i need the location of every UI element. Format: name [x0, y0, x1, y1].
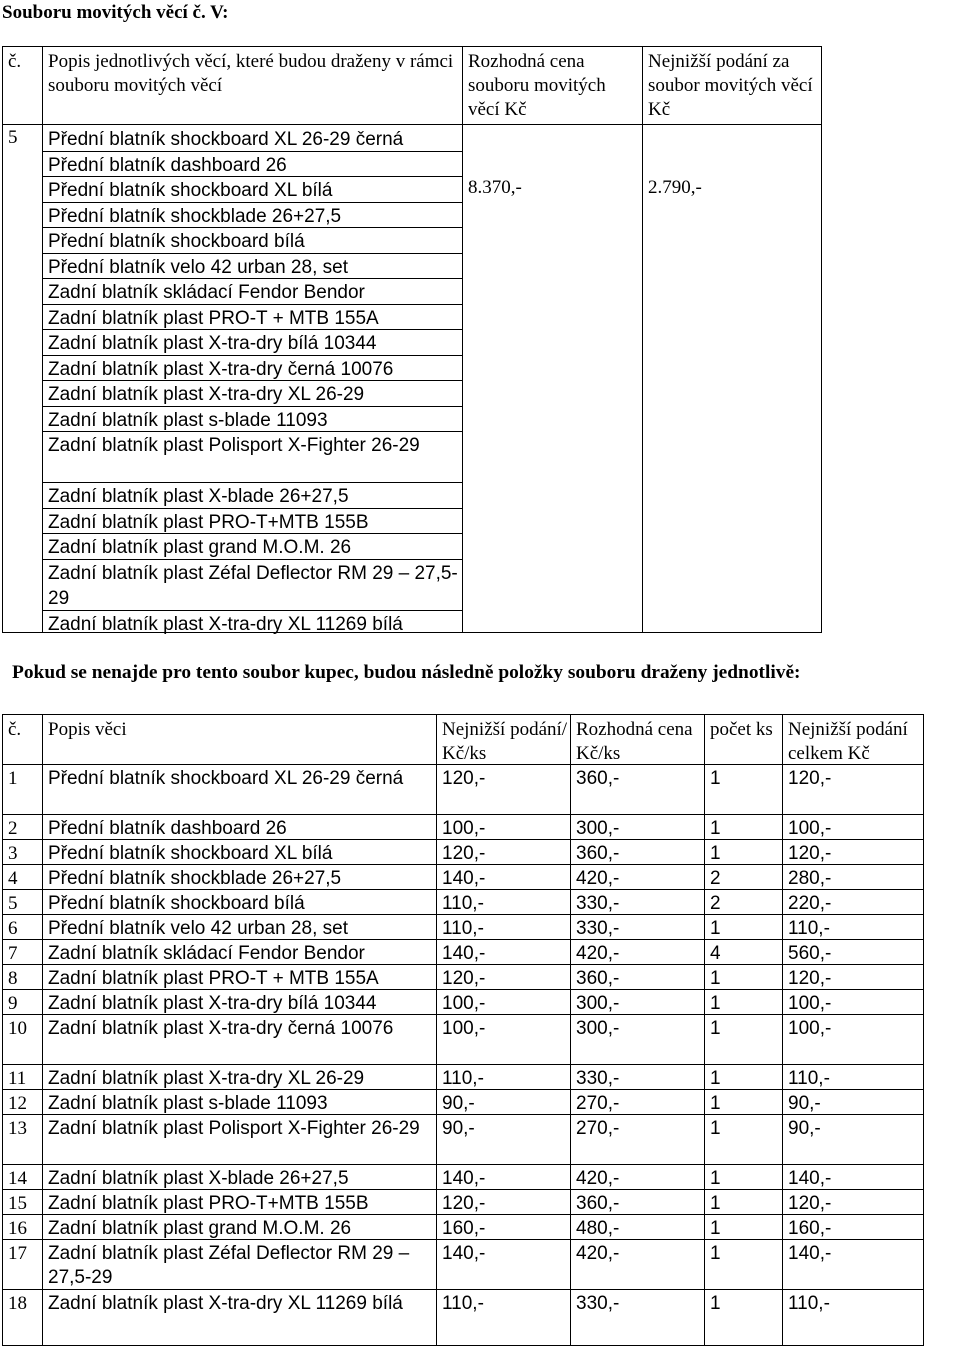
item-divider [42, 508, 462, 509]
cell-count: 1 [710, 818, 721, 839]
cell-total: 160,- [788, 1218, 832, 1239]
cell-price: 420,- [576, 868, 620, 889]
cell-n: 2 [8, 818, 18, 839]
column-divider [704, 714, 705, 1346]
cell-count: 4 [710, 943, 721, 964]
column-divider [436, 714, 437, 1346]
cell-count: 1 [710, 1068, 721, 1089]
cell-n: 1 [8, 768, 18, 789]
cell-n: 7 [8, 943, 18, 964]
cell-min: 140,- [442, 1243, 486, 1264]
cell-count: 1 [710, 993, 721, 1014]
lot-item: Zadní blatník plast PRO-T + MTB 155A [48, 308, 379, 329]
cell-total: 110,- [788, 1068, 830, 1089]
item-divider [42, 610, 462, 611]
table-border-right [821, 46, 822, 633]
header-min-total: Nejnižší podání celkem Kč [788, 719, 908, 764]
cell-n: 5 [8, 893, 18, 914]
cell-n: 17 [8, 1243, 27, 1264]
cell-n: 15 [8, 1193, 27, 1214]
cell-n: 12 [8, 1093, 27, 1114]
cell-total: 110,- [788, 918, 830, 939]
cell-min: 110,- [442, 893, 484, 914]
header-number: č. [8, 51, 22, 72]
cell-desc: Zadní blatník plast X-tra-dry XL 11269 bílá [48, 1293, 403, 1314]
cell-total: 120,- [788, 1193, 832, 1214]
cell-desc: Přední blatník dashboard 26 [48, 818, 287, 839]
item-divider [42, 482, 462, 483]
cell-count: 1 [710, 1293, 721, 1314]
row-divider [2, 1164, 924, 1165]
lot-item: Zadní blatník skládací Fendor Bendor [48, 282, 365, 303]
cell-desc: Přední blatník shockboard XL 26-29 černá [48, 768, 404, 789]
lot-item: Zadní blatník plast X-blade 26+27,5 [48, 486, 349, 507]
cell-price: 330,- [576, 918, 620, 939]
lot-item: Přední blatník dashboard 26 [48, 155, 287, 176]
cell-n: 13 [8, 1118, 27, 1139]
header-price: Rozhodná cena souboru movitých věcí Kč [468, 51, 606, 120]
cell-min: 110,- [442, 1068, 484, 1089]
cell-desc: Přední blatník shockboard XL bílá [48, 843, 333, 864]
column-divider [462, 46, 463, 633]
cell-min: 100,- [442, 1018, 486, 1039]
cell-count: 1 [710, 1093, 721, 1114]
cell-n: 3 [8, 843, 18, 864]
header-divider [2, 124, 822, 125]
cell-price: 300,- [576, 1018, 620, 1039]
cell-min: 160,- [442, 1218, 486, 1239]
lot-item: Zadní blatník plast grand M.O.M. 26 [48, 537, 352, 558]
cell-price: 330,- [576, 1293, 620, 1314]
cell-total: 140,- [788, 1168, 832, 1189]
page-heading: Souboru movitých věcí č. V: [2, 2, 229, 23]
lot-item: Přední blatník shockboard XL 26-29 černá [48, 129, 404, 150]
lot-min-bid: 2.790,- [648, 177, 702, 198]
cell-price: 420,- [576, 1243, 620, 1264]
cell-min: 140,- [442, 868, 486, 889]
column-divider [923, 714, 924, 1346]
lot-item: Přední blatník shockblade 26+27,5 [48, 206, 342, 227]
cell-min: 140,- [442, 943, 486, 964]
item-divider [42, 431, 462, 432]
lot-item: Zadní blatník plast PRO-T+MTB 155B [48, 512, 369, 533]
lot-number: 5 [8, 127, 18, 148]
lot-item: Zadní blatník plast X-tra-dry černá 10076 [48, 359, 394, 380]
cell-total: 120,- [788, 843, 832, 864]
lot-item: Zadní blatník plast s-blade 11093 [48, 410, 328, 431]
cell-desc: Přední blatník shockboard bílá [48, 893, 305, 914]
cell-price: 330,- [576, 1068, 620, 1089]
cell-price: 270,- [576, 1093, 620, 1114]
cell-count: 1 [710, 1243, 721, 1264]
column-divider [782, 714, 783, 1346]
items-table [2, 714, 924, 1346]
cell-total: 140,- [788, 1243, 832, 1264]
cell-n: 14 [8, 1168, 27, 1189]
lot-item: Zadní blatník plast X-tra-dry XL 26-29 [48, 384, 365, 405]
cell-total: 560,- [788, 943, 832, 964]
cell-desc: Zadní blatník plast X-blade 26+27,5 [48, 1168, 349, 1189]
cell-price: 420,- [576, 1168, 620, 1189]
cell-min: 120,- [442, 1193, 486, 1214]
lot-table [2, 46, 822, 633]
cell-price: 420,- [576, 943, 620, 964]
cell-min: 90,- [442, 1093, 475, 1114]
cell-n: 16 [8, 1218, 27, 1239]
cell-price: 300,- [576, 818, 620, 839]
cell-min: 110,- [442, 918, 484, 939]
cell-desc: Zadní blatník plast s-blade 11093 [48, 1093, 328, 1114]
item-divider [42, 227, 462, 228]
cell-desc: Zadní blatník plast X-tra-dry bílá 10344 [48, 993, 377, 1014]
header-count: počet ks [710, 719, 773, 740]
cell-n: 8 [8, 968, 18, 989]
cell-count: 1 [710, 918, 721, 939]
cell-n: 10 [8, 1018, 27, 1039]
cell-total: 220,- [788, 893, 832, 914]
cell-price: 300,- [576, 993, 620, 1014]
column-divider [42, 46, 43, 633]
item-divider [42, 533, 462, 534]
header-description: Popis věci [48, 719, 127, 740]
cell-min: 110,- [442, 1293, 484, 1314]
lot-item: Zadní blatník plast X-tra-dry bílá 10344 [48, 333, 377, 354]
cell-desc: Zadní blatník plast Zéfal Deflector RM 29 – 27,5-29 [48, 1243, 410, 1288]
cell-count: 1 [710, 1193, 721, 1214]
cell-count: 1 [710, 1118, 721, 1139]
cell-desc: Zadní blatník skládací Fendor Bendor [48, 943, 365, 964]
cell-min: 90,- [442, 1118, 475, 1139]
cell-count: 2 [710, 893, 721, 914]
cell-min: 100,- [442, 993, 486, 1014]
cell-price: 480,- [576, 1218, 620, 1239]
column-divider [642, 46, 643, 633]
item-divider [42, 355, 462, 356]
lot-item: Přední blatník velo 42 urban 28, set [48, 257, 348, 278]
cell-desc: Přední blatník velo 42 urban 28, set [48, 918, 348, 939]
cell-count: 1 [710, 1218, 721, 1239]
header-description: Popis jednotlivých věcí, které budou draženy v rámci souboru movitých věcí [48, 51, 454, 96]
cell-min: 140,- [442, 1168, 486, 1189]
cell-desc: Přední blatník shockblade 26+27,5 [48, 868, 342, 889]
lot-item: Přední blatník shockboard bílá [48, 231, 305, 252]
item-divider [42, 151, 462, 152]
cell-min: 120,- [442, 968, 486, 989]
cell-total: 120,- [788, 768, 832, 789]
lot-item: Přední blatník shockboard XL bílá [48, 180, 333, 201]
header-number: č. [8, 719, 22, 740]
cell-price: 330,- [576, 893, 620, 914]
cell-n: 6 [8, 918, 18, 939]
cell-n: 9 [8, 993, 18, 1014]
cell-desc: Zadní blatník plast grand M.O.M. 26 [48, 1218, 352, 1239]
cell-total: 90,- [788, 1118, 821, 1139]
cell-min: 120,- [442, 768, 486, 789]
cell-count: 1 [710, 1018, 721, 1039]
cell-count: 1 [710, 768, 721, 789]
cell-total: 100,- [788, 1018, 832, 1039]
cell-n: 18 [8, 1293, 27, 1314]
item-divider [42, 176, 462, 177]
cell-total: 280,- [788, 868, 832, 889]
row-divider [2, 1064, 924, 1065]
column-divider [42, 714, 43, 1346]
column-divider [2, 714, 3, 1346]
table-border-top [2, 46, 822, 47]
cell-count: 1 [710, 1168, 721, 1189]
cell-price: 360,- [576, 768, 620, 789]
table-border-left [2, 46, 3, 633]
cell-desc: Zadní blatník plast Polisport X-Fighter 26-29 [48, 1118, 420, 1139]
cell-desc: Zadní blatník plast X-tra-dry XL 26-29 [48, 1068, 365, 1089]
item-divider [42, 380, 462, 381]
cell-price: 270,- [576, 1118, 620, 1139]
cell-total: 100,- [788, 993, 832, 1014]
cell-count: 1 [710, 968, 721, 989]
lot-price: 8.370,- [468, 177, 522, 198]
header-price-unit: Rozhodná cena Kč/ks [576, 719, 693, 764]
item-divider [42, 304, 462, 305]
row-divider [2, 814, 924, 815]
cell-total: 110,- [788, 1293, 830, 1314]
cell-n: 4 [8, 868, 18, 889]
item-divider [42, 202, 462, 203]
cell-total: 90,- [788, 1093, 821, 1114]
cell-n: 11 [8, 1068, 27, 1089]
cell-min: 120,- [442, 843, 486, 864]
item-divider [42, 406, 462, 407]
header-min-bid: Nejnižší podání za soubor movitých věcí Kč [648, 51, 813, 120]
cell-total: 100,- [788, 818, 832, 839]
cell-price: 360,- [576, 968, 620, 989]
cell-price: 360,- [576, 843, 620, 864]
cell-total: 120,- [788, 968, 832, 989]
row-divider [2, 1345, 924, 1346]
item-divider [42, 253, 462, 254]
cell-count: 1 [710, 843, 721, 864]
cell-min: 100,- [442, 818, 486, 839]
item-divider [42, 278, 462, 279]
column-divider [570, 714, 571, 1346]
item-divider [42, 559, 462, 560]
cell-price: 360,- [576, 1193, 620, 1214]
lot-item: Zadní blatník plast Zéfal Deflector RM 29 – 27,5-29 [48, 563, 458, 609]
item-divider [42, 329, 462, 330]
note-text: Pokud se nenajde pro tento soubor kupec, budou následně položky souboru draženy jednotlivě: [12, 662, 801, 683]
row-divider [2, 714, 924, 715]
cell-desc: Zadní blatník plast PRO-T+MTB 155B [48, 1193, 369, 1214]
lot-item: Zadní blatník plast X-tra-dry XL 11269 bílá [48, 614, 403, 635]
lot-item: Zadní blatník plast Polisport X-Fighter 26-29 [48, 435, 420, 456]
header-min-unit: Nejnižší podání/ Kč/ks [442, 719, 568, 764]
cell-count: 2 [710, 868, 721, 889]
cell-desc: Zadní blatník plast X-tra-dry černá 10076 [48, 1018, 394, 1039]
cell-desc: Zadní blatník plast PRO-T + MTB 155A [48, 968, 379, 989]
